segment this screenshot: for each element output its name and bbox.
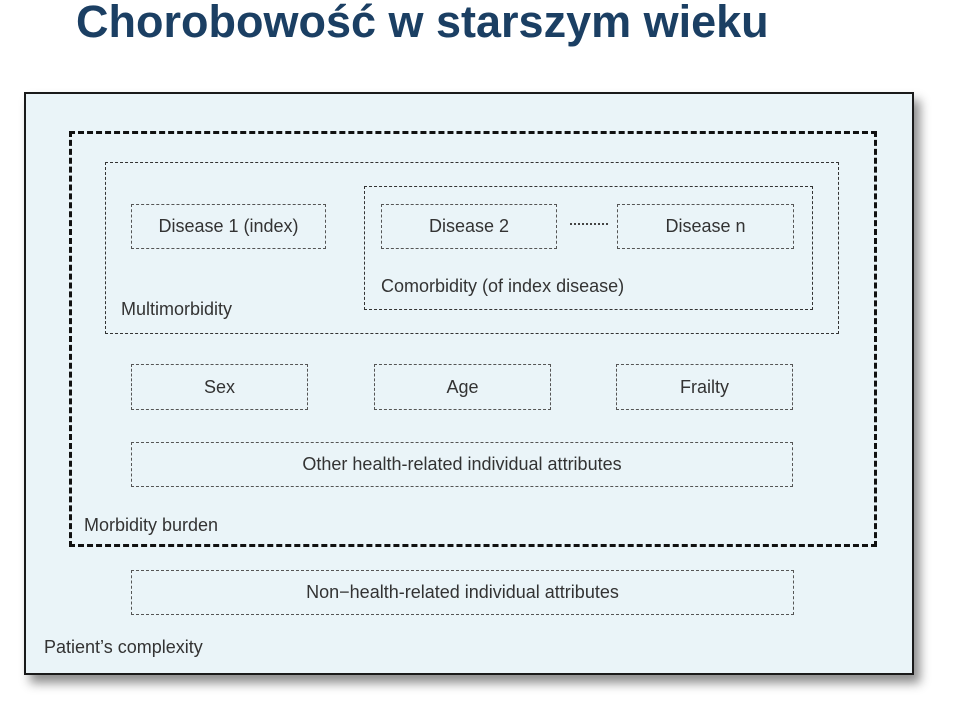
slide-title: Chorobowość w starszym wieku [76, 0, 769, 47]
multimorbidity-label: Multimorbidity [121, 299, 233, 319]
morbidity-burden-label: Morbidity burden [84, 515, 219, 535]
disease-2-box [381, 204, 557, 249]
disease-n-box [617, 204, 794, 249]
age-label: Age [446, 376, 479, 397]
disease-1-index-label: Disease 1 (index) [158, 216, 299, 236]
other-health-attributes-box [131, 442, 793, 487]
disease-n-label: Disease n [665, 216, 746, 236]
non-health-attributes-box [131, 570, 794, 615]
age-box [374, 364, 551, 410]
dotted-connector [570, 223, 608, 225]
comorbidity-label: Comorbidity (of index disease) [381, 276, 625, 296]
disease-2-label: Disease 2 [428, 216, 510, 236]
frailty-label: Frailty [680, 376, 729, 397]
sex-label: Sex [203, 376, 236, 397]
non-health-attributes-label: Non−health-related individual attributes [306, 582, 619, 602]
patient-complexity-label: Patient’s complexity [44, 637, 203, 657]
frailty-box [616, 364, 793, 410]
other-health-attributes-label: Other health-related individual attributes [302, 454, 622, 474]
disease-1-index-box [131, 204, 326, 249]
patient-complexity-figure [24, 92, 914, 675]
sex-box [131, 364, 308, 410]
